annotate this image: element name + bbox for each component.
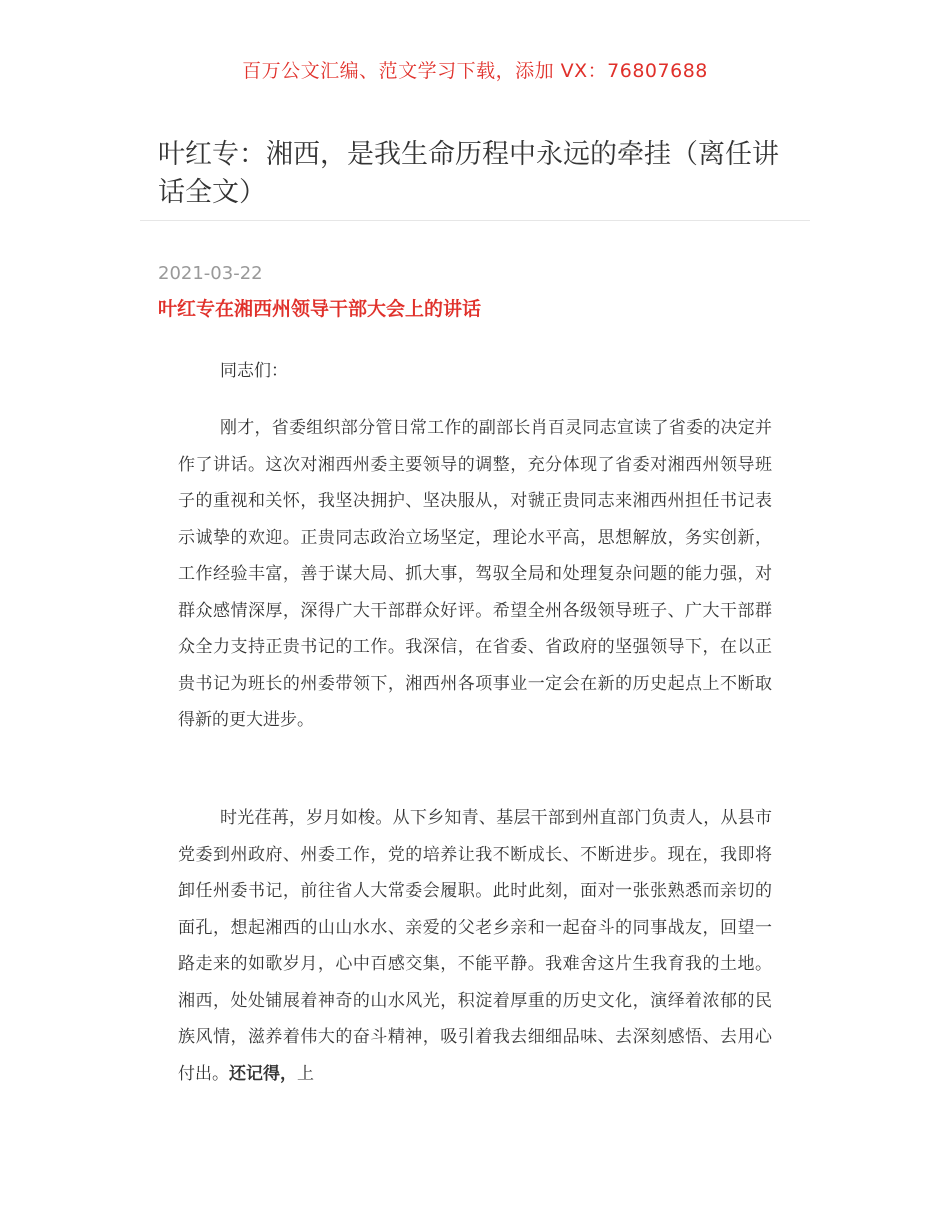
paragraph-2-bold-text: 还记得， (229, 1063, 297, 1084)
title-divider (140, 220, 810, 221)
body-paragraph-2 (178, 800, 772, 1092)
body-paragraph-1: 刚才，省委组织部分管日常工作的副部长肖百灵同志宣读了省委的决定并作了讲话。这次对湘西州委主要领导的调整，充分体现了省委对湘西州领导班子的重视和关怀，我坚决拥护、坚决服从，对虢正贵同志来湘西州担任书记表示诚挚的欢迎。正贵同志政治立场坚定，理论水平高，思想解放，务实创新，工作经验丰富，善于谋大局、抓大事，驾驭全局和处理复杂问题的能力强，对群众感情深厚，深得广大干部群众好评。希望全州各级领导班子、广大干部群众全力支持正贵书记的工作。我深信，在省委、省政府的坚强领导下，在以正贵书记为班长的州委带领下，湘西州各项事业一定会在新的历史起点上不断取得新的更大进步。 (178, 418, 772, 730)
paragraph-2-text: 时光荏苒，岁月如梭。从下乡知青、基层干部到州直部门负责人，从县市党委到州政府、州委工作，党的培养让我不断成长、不断进步。现在，我即将卸任州委书记，前往省人大常委会履职。此时此刻，面对一张张熟悉而亲切的面孔，想起湘西的山山水水、亲爱的父老乡亲和一起奋斗的同事战友，回望一路走来的如歌岁月，心中百感交集，不能平静。我难舍这片生我育我的土地。湘西，处处铺展着神奇的山水风光，积淀着厚重的历史文化，演绎着浓郁的民族风情，滋养着伟大的奋斗精神，吸引着我去细细品味、去深刻感悟、去用心付出。 (178, 808, 772, 1084)
salutation: 同志们： (220, 361, 288, 381)
article-subtitle: 叶红专在湘西州领导干部大会上的讲话 (158, 298, 482, 320)
paragraph-2-tail-text: 上 (297, 1063, 314, 1084)
article-title: 叶红专：湘西，是我生命历程中永远的牵挂（离任讲话全文） (158, 139, 779, 208)
publish-date: 2021-03-22 (158, 263, 263, 284)
promo-banner: 百万公文汇编、范文学习下载，添加 VX：76807688 (242, 60, 708, 82)
